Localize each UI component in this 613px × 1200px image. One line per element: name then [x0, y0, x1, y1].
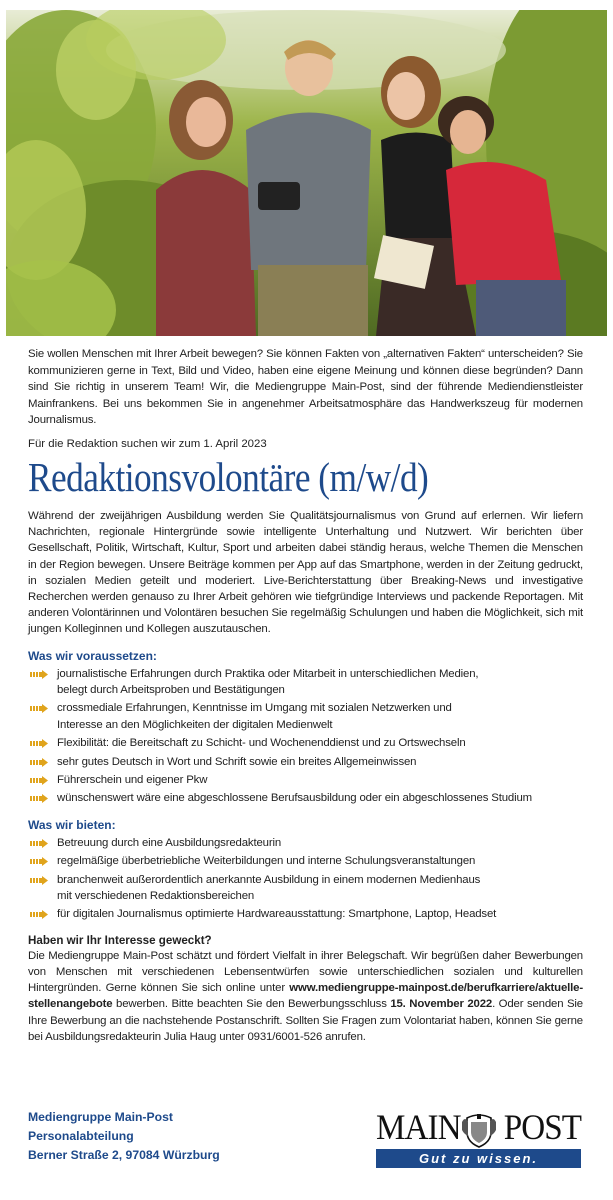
list-item-text: Betreuung durch eine Ausbildungsredakteurin [57, 836, 282, 849]
job-title-headline: Redaktionsvolontäre (m/w/d) [28, 453, 429, 500]
list-item-text: wünschenswert wäre eine abgeschlossene Berufsausbildung oder ein abgeschlossenes Studium [57, 792, 533, 805]
list-item-text-continued: Interesse an den Möglichkeiten der digitalen Medienwelt [57, 718, 333, 731]
offers-list [28, 835, 583, 923]
application-paragraph [28, 948, 583, 1045]
application-url-link[interactable]: www.mediengruppe-mainpost.de/berufkarriere/aktuelle-stellenangebote [28, 982, 583, 1011]
main-post-logo [376, 1108, 581, 1170]
list-item [28, 735, 583, 751]
application-text-2: bewerben. Bitte beachten Sie den Bewerbungsschluss [112, 998, 391, 1011]
arrow-bullet-icon [30, 704, 48, 713]
arrow-bullet-icon [30, 910, 48, 919]
arrow-bullet-icon [30, 794, 48, 803]
list-item-text: journalistische Erfahrungen durch Praktika oder Mitarbeit in unterschiedlichen Medien, [57, 667, 479, 680]
requirements-heading: Was wir voraussetzen: [28, 648, 157, 663]
list-item [28, 906, 583, 922]
training-description: Während der zweijährigen Ausbildung werden Sie Qualitätsjournalismus von Grund auf erlernen. Wir liefern Nachrichten, regionale Hintergründe sowie intelligente Unterhaltung und Nutzwert. Wir berichten über Gesellschaft, Politik, Wirtschaft, Kultur, Sport und arbeiten dabei ständig heraus, welche Themen die Menschen in der Region bewegen. Unsere Beiträge kommen per App auf das Smartphone, werden in der Zeitung gedruckt, in sozialen Medien geteilt und moderiert. Live-Berichterstattung über Breaking-News und investigative Recherchen werden genauso zu Ihrer Arbeit gehören wie tiefgründige Interviews und packende Reportagen. Mit anderen Volontärinnen und Volontären besuchen Sie regelmäßig Schulungen und haben die Möglichkeit, sich mit jungen Kolleginnen und Kollegen auszutauschen. [28, 509, 583, 636]
arrow-bullet-icon [30, 758, 48, 767]
list-item [28, 754, 583, 770]
list-item [28, 853, 583, 869]
list-item [28, 872, 583, 905]
list-item [28, 772, 583, 788]
department-name: Personalabteilung [28, 1129, 134, 1143]
list-item-text: regelmäßige überbetriebliche Weiterbildungen und interne Schulungsveranstaltungen [57, 855, 476, 868]
arrow-bullet-icon [30, 739, 48, 748]
list-item [28, 700, 583, 733]
arrow-bullet-icon [30, 839, 48, 848]
photo-illustration [6, 10, 607, 336]
list-item-text: sehr gutes Deutsch in Wort und Schrift sowie ein breites Allgemeinwissen [57, 755, 417, 768]
arrow-bullet-icon [30, 857, 48, 866]
logo-slogan: Gut zu wissen. [376, 1149, 581, 1168]
application-text-1: Die Mediengruppe Main-Post schätzt und fördert Vielfalt in ihrer Belegschaft. Wir begrüßen daher Bewerbungen von Menschen mit verschiedenen Lebensentwürfen sowie unterschiedlichen sozialen und kulturellen Hintergründen. Gerne können Sie sich online unter [28, 949, 583, 995]
list-item-text: crossmediale Erfahrungen, Kenntnisse im Umgang mit sozialen Netzwerken und [57, 702, 452, 715]
position-date-line: Für die Redaktion suchen wir zum 1. April 2023 [28, 437, 267, 450]
requirements-list [28, 666, 583, 807]
list-item-text: Flexibilität: die Bereitschaft zu Schicht- und Wochenenddienst und zu Ortswechseln [57, 737, 466, 750]
list-item [28, 790, 583, 806]
application-text-3: . Oder senden Sie Ihre Bewerbung an die nachstehende Postanschrift. Sollten Sie Fragen zum Volontariat haben, können Sie gerne bei Ausbildungsredakteurin Julia Haug unter 0931/6001-526 anrufen. [28, 998, 583, 1043]
arrow-bullet-icon [30, 670, 48, 679]
arrow-bullet-icon [30, 776, 48, 785]
list-item-text-continued: mit verschiedenen Redaktionsbereichen [57, 890, 255, 903]
company-name: Mediengruppe Main-Post [28, 1110, 173, 1124]
street-address: Berner Straße 2, 97084 Würzburg [28, 1148, 220, 1162]
list-item-text: für digitalen Journalismus optimierte Hardwareausstattung: Smartphone, Laptop, Headset [57, 908, 497, 921]
list-item [28, 835, 583, 851]
list-item-text-continued: belegt durch Arbeitsproben und Bestätigungen [57, 684, 285, 696]
logo-main-text: MAIN [376, 1107, 461, 1147]
coat-of-arms-icon [460, 1112, 498, 1148]
list-item-text: Führerschein und eigener Pkw [57, 774, 208, 787]
interest-heading: Haben wir Ihr Interesse geweckt? [28, 933, 212, 947]
application-deadline: 15. November 2022 [390, 998, 493, 1011]
team-photo [6, 10, 607, 336]
ad-footer [28, 1108, 583, 1178]
intro-paragraph: Sie wollen Menschen mit Ihrer Arbeit bewegen? Sie können Fakten von „alternativen Fakten“ unterscheiden? Sie kommunizieren gerne in Text, Bild und Video, haben eine eigene Meinung und können diese begründen? Dann sind Sie richtig in unserem Team! Wir, die Mediengruppe Main-Post, sind der führende Mediendienstleister Mainfrankens. Bei uns bekommen Sie in angenehmer Arbeitsatmosphäre das Handwerkszeug für modernen Journalismus. [28, 348, 583, 427]
arrow-bullet-icon [30, 876, 48, 885]
offers-heading: Was wir bieten: [28, 817, 116, 832]
list-item [28, 666, 583, 699]
logo-post-text: POST [503, 1107, 581, 1147]
list-item-text: branchenweit außerordentlich anerkannte Ausbildung in einem modernen Medienhaus [57, 873, 481, 886]
ad-content [28, 346, 583, 1045]
